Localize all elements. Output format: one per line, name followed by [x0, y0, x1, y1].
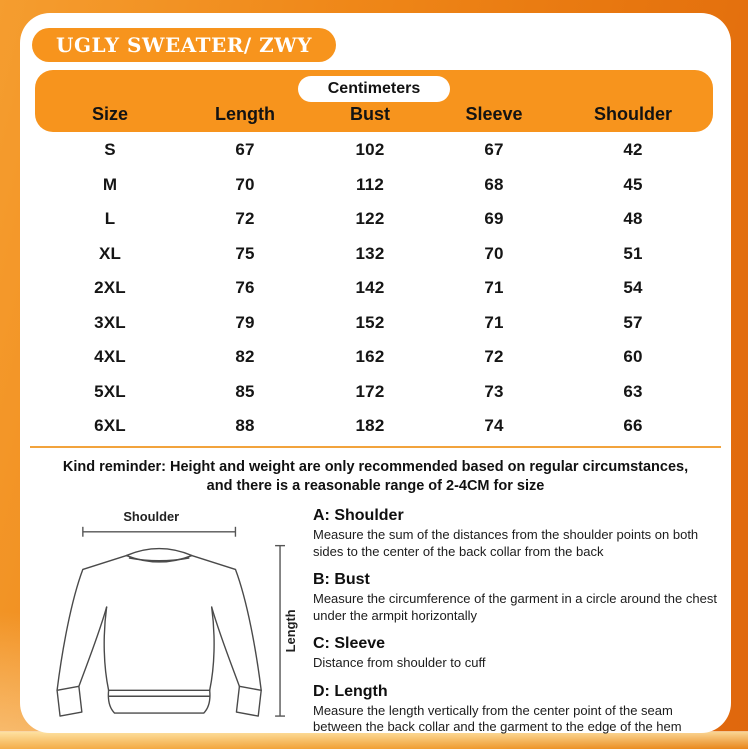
table-row — [35, 202, 713, 237]
table-cell: 57 — [623, 312, 643, 332]
table-cell: 122 — [355, 209, 385, 229]
table-header-row — [35, 104, 713, 125]
table-cell: 75 — [235, 243, 255, 263]
table-cell: 72 — [484, 347, 504, 367]
table-cell: 67 — [235, 140, 255, 160]
unit-label: Centimeters — [327, 80, 421, 97]
table-cell: 79 — [235, 312, 255, 332]
table-cell: 48 — [623, 209, 643, 229]
sweater-illustration — [44, 506, 306, 724]
column-header-bust: Bust — [350, 104, 390, 124]
table-cell: 76 — [235, 278, 255, 298]
guide-text: Measure the sum of the distances from the shoulder points on both sides to the center of the back collar from the back — [313, 527, 699, 559]
guide-text: Distance from shoulder to cuff — [313, 655, 486, 670]
table-cell: 162 — [355, 347, 385, 367]
table-cell: L — [104, 209, 116, 229]
guide-heading: A: Shoulder — [313, 507, 404, 524]
table-cell: 5XL — [94, 381, 126, 401]
table-cell: 172 — [355, 381, 385, 401]
size-chart-card — [20, 13, 731, 733]
guide-heading: B: Bust — [313, 571, 370, 588]
table-cell: 42 — [623, 140, 643, 160]
table-cell: 73 — [484, 381, 504, 401]
reminder-line-2: and there is a reasonable range of 2-4CM for size — [206, 478, 545, 494]
table-cell: 70 — [235, 174, 255, 194]
guide-heading: D: Length — [313, 682, 388, 700]
table-cell: 71 — [484, 312, 504, 332]
table-cell: 88 — [235, 416, 255, 436]
table-cell: 182 — [355, 416, 385, 436]
table-cell: 6XL — [94, 416, 126, 436]
divider-line — [30, 446, 721, 448]
table-row — [35, 237, 713, 272]
table-cell: 102 — [355, 140, 385, 160]
table-row — [35, 409, 713, 444]
table-cell: 112 — [355, 174, 385, 194]
table-cell: 69 — [484, 209, 504, 229]
table-row — [35, 168, 713, 203]
reminder-line-1: Kind reminder: Height and weight are only recommended based on regular circumstances, — [62, 459, 689, 475]
measurement-guide — [313, 507, 721, 747]
table-cell: 82 — [235, 347, 255, 367]
table-cell: 152 — [355, 312, 385, 332]
table-cell: 54 — [623, 278, 643, 298]
table-row — [35, 340, 713, 375]
sweater-outline — [57, 549, 261, 716]
shoulder-measure-line — [83, 527, 236, 537]
table-cell: 51 — [623, 243, 643, 263]
table-cell: 70 — [484, 243, 504, 263]
table-cell: 85 — [235, 381, 255, 401]
table-cell: 63 — [623, 381, 643, 401]
guide-section — [313, 683, 721, 736]
table-cell: 142 — [355, 278, 385, 298]
table-cell: 132 — [355, 243, 385, 263]
table-row — [35, 133, 713, 168]
table-cell: 74 — [484, 416, 504, 436]
column-header-sleeve: Sleeve — [465, 104, 523, 124]
guide-text: Measure the circumference of the garment in a circle around the chest under the armpit horizontally — [313, 591, 717, 623]
table-cell: XL — [98, 243, 122, 263]
size-table-body — [35, 133, 713, 444]
column-header-size: Size — [91, 104, 129, 124]
length-measure-label: Length — [282, 609, 298, 653]
product-title: UGLY SWEATER/ ZWY — [56, 33, 312, 57]
table-row — [35, 306, 713, 341]
table-cell: 3XL — [94, 312, 126, 332]
table-cell: 67 — [484, 140, 504, 160]
column-header-shoulder: Shoulder — [593, 104, 672, 124]
table-cell: 45 — [623, 174, 643, 194]
table-header-band — [35, 70, 713, 132]
guide-section — [313, 571, 721, 624]
table-cell: 71 — [484, 278, 504, 298]
guide-heading: C: Sleeve — [313, 635, 386, 652]
table-cell: 2XL — [94, 278, 126, 298]
guide-section — [313, 635, 721, 672]
unit-badge — [298, 76, 450, 102]
kind-reminder — [20, 458, 731, 496]
sweater-diagram — [44, 506, 306, 724]
table-cell: 4XL — [94, 347, 126, 367]
guide-section — [313, 507, 721, 560]
table-row — [35, 271, 713, 306]
shoulder-measure-label: Shoulder — [123, 508, 180, 524]
column-header-length: Length — [215, 104, 275, 124]
table-cell: 68 — [484, 174, 504, 194]
table-row — [35, 375, 713, 410]
table-cell: 66 — [623, 416, 643, 436]
table-cell: 72 — [235, 209, 255, 229]
guide-text: Measure the length vertically from the center point of the seam between the back collar and the garment to the edge of the hem — [313, 702, 682, 734]
table-cell: M — [102, 174, 118, 194]
product-title-badge — [32, 28, 336, 62]
table-cell: S — [104, 140, 116, 160]
table-cell: 60 — [623, 347, 643, 367]
